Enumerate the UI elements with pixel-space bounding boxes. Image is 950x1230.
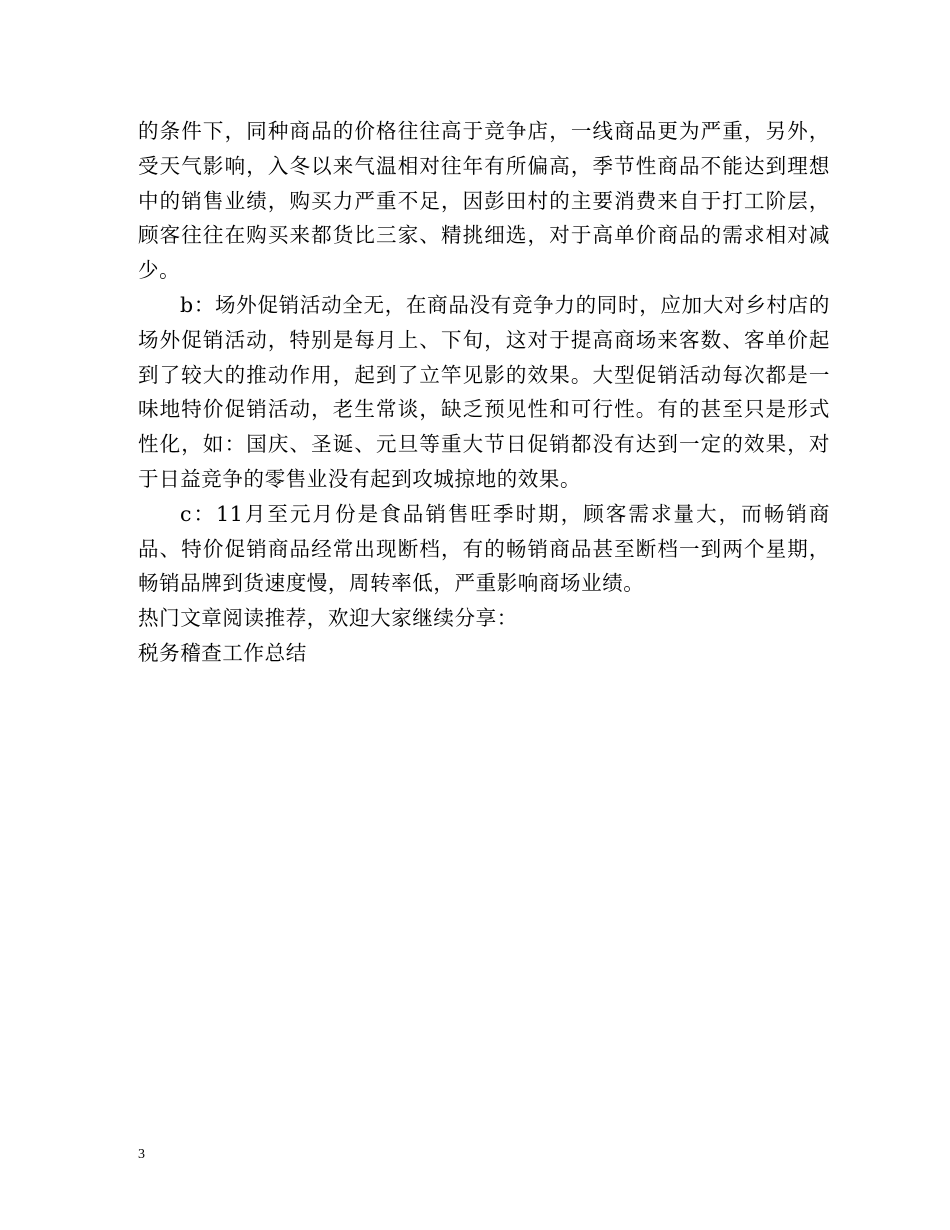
- recommend-label: 热门文章阅读推荐，欢迎大家继续分享：: [138, 606, 518, 631]
- paragraph-c: c：11月至元月份是食品销售旺季时期，顾客需求量大，而畅销商品、特价促销商品经常出现断档，有的畅销商品甚至断档一到两个星期，畅销品牌到货速度慢，周转率低，严重影响商场业绩。: [138, 501, 830, 596]
- paragraph-b: b：场外促销活动全无，在商品没有竞争力的同时，应加大对乡村店的场外促销活动，特别是每月上、下旬，这对于提高商场来客数、客单价起到了较大的推动作用，起到了立竿见影的效果。大型促销活动每次都是一味地特价促销活动，老生常谈，缺乏预见性和可行性。有的甚至只是形式性化，如：国庆、圣诞、元旦等重大节日促销都没有达到一定的效果，对于日益竞争的零售业没有起到攻城掠地的效果。: [138, 292, 830, 491]
- document-body: [138, 114, 830, 671]
- recommend-link[interactable]: 税务稽查工作总结: [138, 640, 307, 665]
- paragraph-continuation: 的条件下，同种商品的价格往往高于竞争店，一线商品更为严重，另外，受天气影响，入冬以来气温相对往年有所偏高，季节性商品不能达到理想中的销售业绩，购买力严重不足，因彭田村的主要消费来自于打工阶层，顾客往往在购买来都货比三家、精挑细选，对于高单价商品的需求相对减少。: [138, 119, 830, 283]
- page-number: 3: [138, 1147, 145, 1162]
